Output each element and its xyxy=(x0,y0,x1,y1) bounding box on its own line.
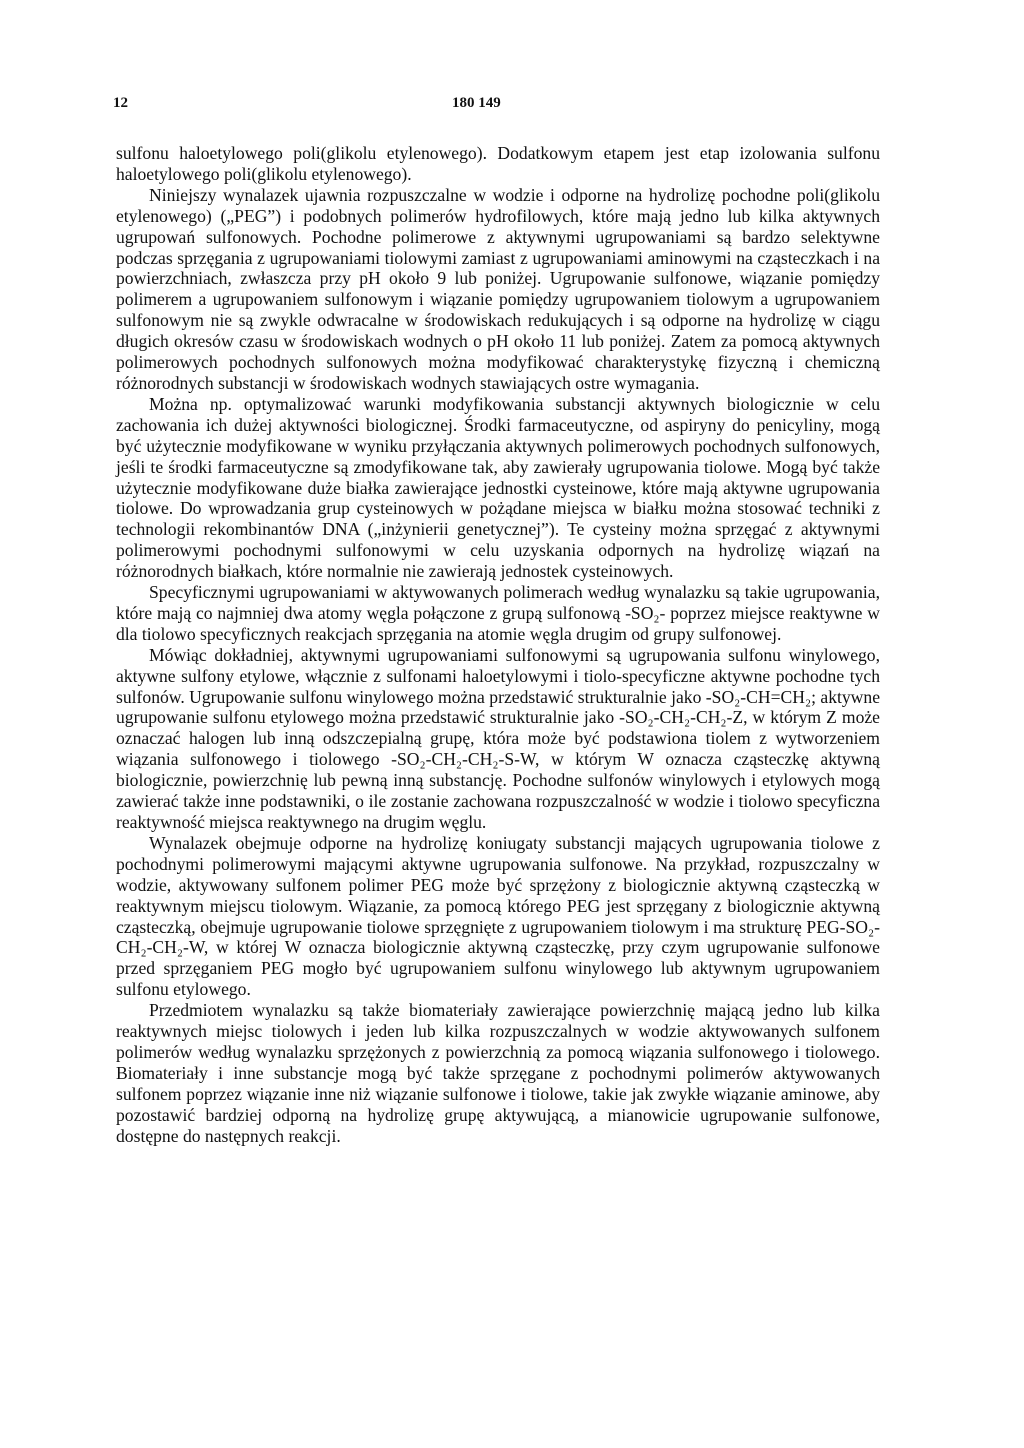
page-number: 12 xyxy=(113,95,128,111)
paragraph: Niniejszy wynalazek ujawnia rozpuszczalne w wodzie i odporne na hydrolizę pochodne poli(glikolu etylenowego) („PEG”) i podobnych polimerów hydrofilowych, które mają jedno lub kilka aktywnych ugrupowań sulfonowych. Pochodne polimerowe z aktywnymi ugrupowaniami są bardzo selektywne podczas sprzęgania z ugrupowaniami tiolowymi zamiast z ugrupowaniami aminowymi na cząsteczkach i na powierzchniach, zwłaszcza przy pH około 9 lub poniżej. Ugrupowanie sulfonowe, wiązanie pomiędzy polimerem a ugrupowaniem sulfonowym i wiązanie pomiędzy ugrupowaniem tiolowym a ugrupowaniem sulfonowym nie są zwykle odwracalne w środowiskach redukujących i są odporne na hydrolizę w ciągu długich okresów czasu w środowiskach wodnych o pH około 11 lub poniżej. Zatem za pomocą aktywnych polimerowych pochodnych sulfonowych można modyfikować charakterystykę fizyczną i chemiczną różnorodnych substancji w środowiskach wodnych stawiających ostre wymagania. xyxy=(116,184,880,393)
paragraph: Wynalazek obejmuje odporne na hydrolizę koniugaty substancji mających ugrupowania tiolowe z pochodnymi polimerowymi mającymi aktywne ugrupowania sulfonowe. Na przykład, rozpuszczalny w wodzie, aktywowany sulfonem polimer PEG może być sprzężony z biologicznie aktywną cząsteczką w reaktywnym miejscu tiolowym. Wiązanie, za pomocą którego PEG jest sprzęgany z biologicznie aktywną cząsteczką, obejmuje ugrupowanie tiolowe sprzęgnięte z ugrupowaniem tiolowym i ma strukturę PEG-SO₂-CH₂-CH₂-W, w której W oznacza biologicznie aktywną cząsteczkę, przy czym ugrupowanie sulfonowe przed sprzęganiem PEG mogło być ugrupowaniem sulfonu winylowego lub aktywnym ugrupowaniem sulfonu etylowego. xyxy=(116,832,880,1000)
paragraph: Przedmiotem wynalazku są także biomateriały zawierające powierzchnię mającą jedno lub kilka reaktywnych miejsc tiolowych i jeden lub kilka rozpuszczalnych w wodzie aktywowanych sulfonem polimerów według wynalazku sprzężonych z powierzchnią za pomocą wiązania sulfonowego i tiolowego. Biomateriały i inne substancje mogą być także sprzęgane z pochodnymi polimerów aktywowanych sulfonem poprzez wiązanie inne niż wiązanie sulfonowe i tiolowe, takie jak zwykłe wiązanie aminowe, aby pozostawić bardziej odporną na hydrolizę grupę aktywującą, a mianowicie ugrupowanie sulfonowe, dostępne do następnych reakcji. xyxy=(116,1000,880,1146)
document-number: 180 149 xyxy=(452,95,501,111)
body-text xyxy=(116,143,880,1147)
paragraph: Mówiąc dokładniej, aktywnymi ugrupowaniami sulfonowymi są ugrupowania sulfonu winylowego, aktywne sulfony etylowe, włącznie z sulfonami haloetylowymi i tiolo-specyficzne aktywne pochodne tych sulfonów. Ugrupowanie sulfonu winylowego można przedstawić strukturalnie jako -SO₂-CH=CH₂; aktywne ugrupowanie sulfonu etylowego można przedstawić strukturalnie jako -SO₂-CH₂-CH₂-Z, w którym Z może oznaczać halogen lub inną odszczepialną grupę, która może być podstawiona tiolem z wytworzeniem wiązania sulfonowego i tiolowego -SO₂-CH₂-CH₂-S-W, w którym W oznacza cząsteczkę aktywną biologicznie, powierzchnię lub pewną inną substancję. Pochodne sulfonów winylowych i etylowych mogą zawierać także inne podstawniki, o ile zostanie zachowana rozpuszczalność w wodzie i tiolowo specyficzna reaktywność miejsca reaktywnego na drugim węglu. xyxy=(116,644,880,832)
paragraph: sulfonu haloetylowego poli(glikolu etylenowego). Dodatkowym etapem jest etap izolowania sulfonu haloetylowego poli(glikolu etylenowego). xyxy=(116,143,880,184)
paragraph: Można np. optymalizować warunki modyfikowania substancji aktywnych biologicznie w celu zachowania ich dużej aktywności biologicznej. Środki farmaceutyczne, od aspiryny do penicyliny, mogą być użytecznie modyfikowane w wyniku przyłączania aktywnych polimerowych pochodnych sulfonowych, jeśli te środki farmaceutyczne są zmodyfikowane tak, aby zawierały ugrupowania tiolowe. Mogą być także użytecznie modyfikowane duże białka zawierające jednostki cysteinowe, które mają aktywne ugrupowania tiolowe. Do wprowadzania grup cysteinowych w pożądane miejsca w białku można stosować techniki z technologii rekombinantów DNA („inżynierii genetycznej”). Te cysteiny można sprzęgać z aktywnymi polimerowymi pochodnymi sulfonowymi w celu uzyskania odpornych na hydrolizę wiązań na różnorodnych białkach, które normalnie nie zawierają jednostek cysteinowych. xyxy=(116,393,880,582)
paragraph: Specyficznymi ugrupowaniami w aktywowanych polimerach według wynalazku są takie ugrupowania, które mają co najmniej dwa atomy węgla połączone z grupą sulfonową -SO₂- poprzez miejsce reaktywne w dla tiolowo specyficznych reakcjach sprzęgania na atomie węgla drugim od grupy sulfonowej. xyxy=(116,582,880,644)
